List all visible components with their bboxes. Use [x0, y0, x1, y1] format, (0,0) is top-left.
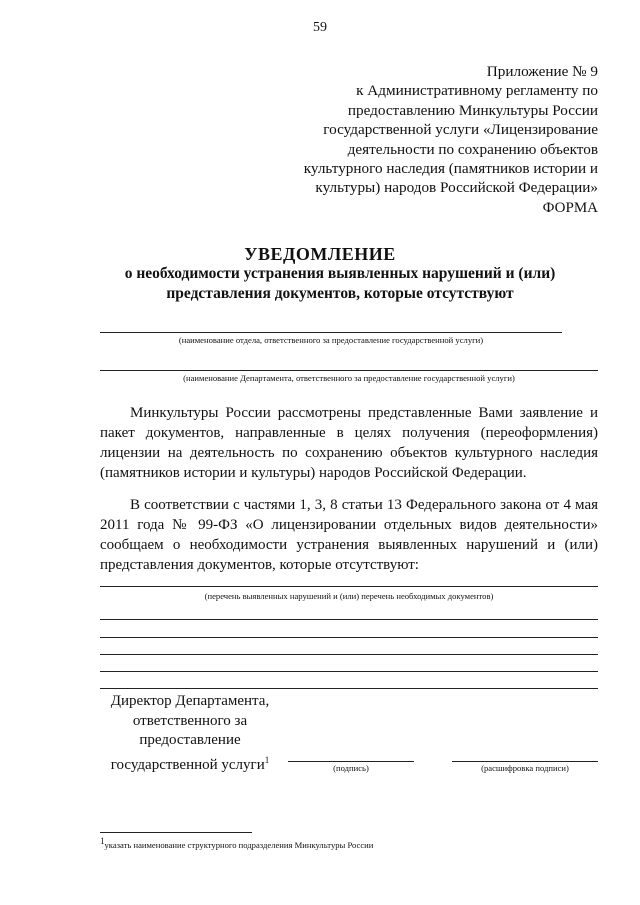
signatory-line: предоставление	[139, 732, 241, 748]
signature-decoding-line	[452, 761, 598, 762]
document-title: УВЕДОМЛЕНИЕ	[244, 244, 396, 264]
footnote	[100, 836, 373, 850]
appendix-header	[278, 62, 598, 198]
signature-line	[288, 761, 414, 762]
department-unit-caption: (наименование отдела, ответственного за предоставление государственной услуги)	[178, 335, 484, 345]
paragraph-notice	[100, 495, 598, 575]
footnote-separator	[100, 832, 252, 833]
violations-caption: (перечень выявленных нарушений и (или) перечень необходимых документов)	[204, 591, 494, 601]
paragraph-line: лицензии на деятельность по сохранению объектов культурного наследия	[100, 445, 598, 461]
paragraph-line: Минкультуры России рассмотрены представленные Вами заявление и	[130, 405, 598, 421]
paragraph-line: представления документов, которые отсутствуют:	[100, 557, 419, 573]
paragraph-line: пакет документов, направленные в целях получения (переоформления)	[100, 425, 598, 441]
signatory-line-text: государственной услуги	[110, 756, 265, 773]
signature-decoding-caption: (расшифровка подписи)	[481, 763, 569, 773]
subtitle-line: представления документов, которые отсутствуют	[166, 285, 514, 302]
signatory-line: ответственного за	[132, 712, 248, 729]
paragraph-line: В соответствии с частями 1, 3, 8 статьи 13 Федерального закона от 4 мая	[130, 497, 598, 513]
appendix-line: деятельности по сохранению объектов	[347, 140, 598, 158]
footnote-mark: 1	[100, 836, 105, 846]
appendix-line: предоставлению Минкультуры России	[347, 101, 598, 119]
signatory-line	[100, 751, 280, 776]
paragraph-line: сообщаем о необходимости устранения выявленных нарушений и (или)	[100, 537, 598, 553]
violations-line	[100, 586, 598, 587]
violations-line	[100, 619, 598, 620]
violations-line	[100, 671, 598, 672]
page-number: 59	[313, 20, 327, 35]
appendix-line: Приложение № 9	[486, 63, 598, 80]
paragraph-line: 2011 года № 99-ФЗ «О лицензировании отдельных видов деятельности»	[100, 517, 598, 533]
appendix-line: к Административному регламенту по	[356, 82, 598, 100]
subtitle-line: о необходимости устранения выявленных нарушений и (или)	[124, 265, 556, 282]
violations-line	[100, 688, 598, 689]
violations-line	[100, 637, 598, 638]
footnote-text: указать наименование структурного подразделения Минкультуры России	[104, 839, 374, 850]
department-line	[100, 370, 598, 371]
footnote-reference: 1	[264, 754, 270, 765]
signatory-block	[100, 692, 280, 775]
department-caption: (наименование Департамента, ответственного за предоставление государственной услуги)	[183, 373, 515, 383]
violations-line	[100, 654, 598, 655]
signatory-line: Директор Департамента,	[110, 693, 270, 709]
appendix-line: культуры) народов Российской Федерации»	[315, 179, 598, 197]
appendix-line: государственной услуги «Лицензирование	[323, 121, 598, 139]
document-subtitle	[60, 264, 620, 304]
paragraph-review	[100, 403, 598, 483]
department-unit-line	[100, 332, 562, 333]
paragraph-line: (памятников истории и культуры) народов Российской Федерации.	[100, 465, 527, 481]
signature-caption: (подпись)	[333, 763, 369, 773]
appendix-line: культурного наследия (памятников истории и	[303, 160, 598, 178]
form-label: ФОРМА	[542, 200, 598, 216]
